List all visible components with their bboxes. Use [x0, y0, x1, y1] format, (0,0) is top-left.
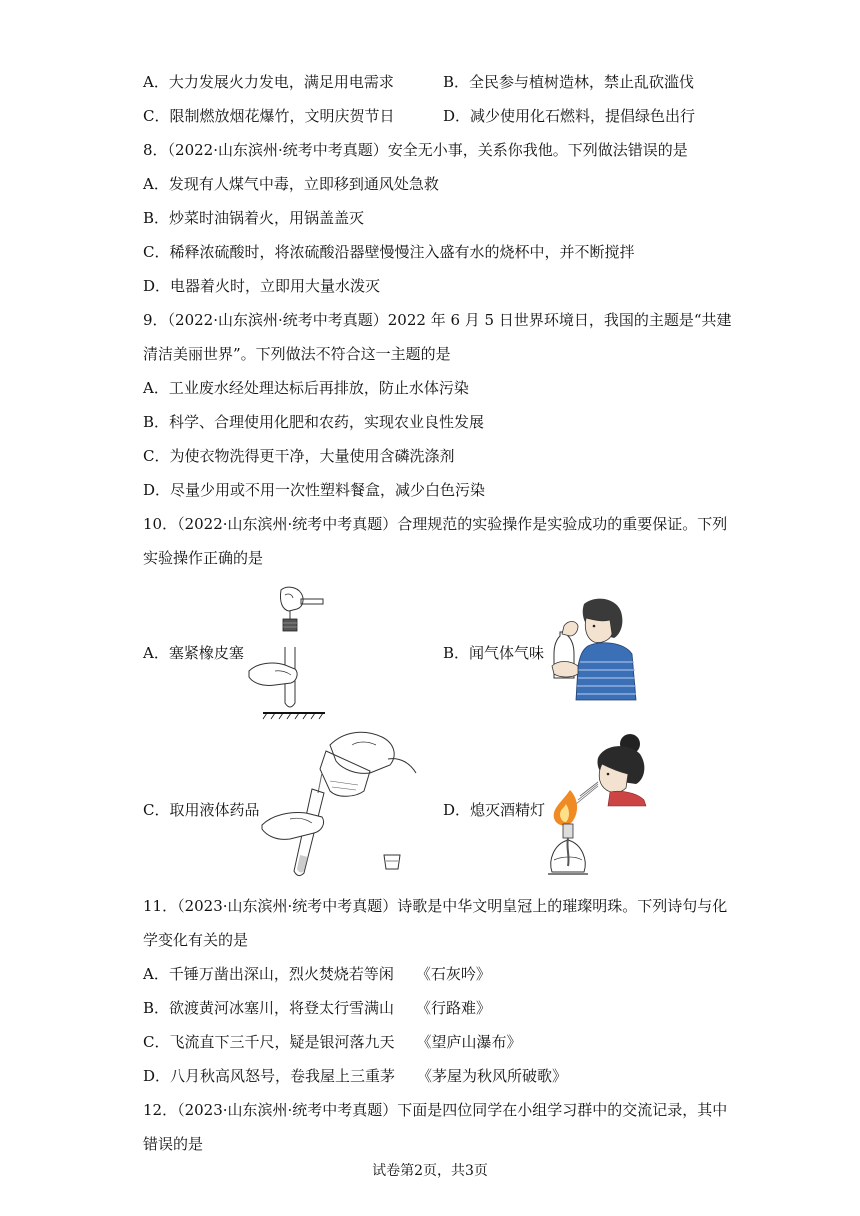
q8-stem: 8．（2022·山东滨州·统考中考真题）安全无小事，关系你我他。下列做法错误的是: [143, 141, 688, 159]
q11-option-b: [143, 998, 491, 1018]
q10-option-b: B．闻气体气味: [443, 644, 545, 662]
q9-option-d: D．尽量少用或不用一次性塑料餐盒，减少白色污染: [143, 481, 486, 499]
q11-option-d-text: D．八月秋高风怒号，卷我屋上三重茅: [143, 1067, 396, 1085]
q9-option-a: A．工业废水经处理达标后再排放，防止水体污染: [143, 379, 469, 397]
q7-option-d: D．减少使用化石燃料，提倡绿色出行: [443, 107, 696, 125]
q11-option-a-text: A．千锤万凿出深山，烈火焚烧若等闲: [143, 965, 394, 983]
q8-option-c: C．稀释浓硫酸时，将浓硫酸沿器壁慢慢注入盛有水的烧杯中，并不断搅拌: [143, 243, 635, 261]
q11-stem-line2: 学变化有关的是: [143, 931, 249, 949]
q10-option-c: C．取用液体药品: [143, 801, 260, 819]
q10-option-a: A．塞紧橡皮塞: [143, 644, 244, 662]
q7-option-b: B．全民参与植树造林，禁止乱砍滥伐: [443, 73, 695, 91]
figure-smelling-gas: [548, 596, 638, 701]
q11-option-d-title: 《茅屋为秋风所破歌》: [417, 1067, 568, 1085]
q11-option-a: [143, 964, 491, 984]
figure-pouring-liquid: [260, 715, 420, 880]
q11-option-b-title: 《行路难》: [416, 999, 492, 1017]
q11-option-c: [143, 1032, 522, 1052]
q12-stem-line2: 错误的是: [143, 1135, 204, 1153]
q9-stem-line2: 清洁美丽世界”。下列做法不符合这一主题的是: [143, 345, 451, 363]
q8-option-b: B．炒菜时油锅着火，用锅盖盖灭: [143, 209, 365, 227]
q12-stem-line1: 12．（2023·山东滨州·统考中考真题）下面是四位同学在小组学习群中的交流记录，其中: [143, 1101, 728, 1119]
figure-rubber-stopper: [245, 585, 325, 720]
q11-option-a-title: 《石灰吟》: [415, 965, 491, 983]
q8-option-a: A．发现有人煤气中毒，立即移到通风处急救: [143, 175, 439, 193]
q10-option-d: D．熄灭酒精灯: [443, 801, 546, 819]
q9-option-c: C．为使衣物洗得更干净，大量使用含磷洗涤剂: [143, 447, 455, 465]
q7-option-a: A．大力发展火力发电，满足用电需求: [143, 73, 394, 91]
q10-stem-line2: 实验操作正确的是: [143, 549, 264, 567]
q11-option-c-title: 《望庐山瀑布》: [416, 1033, 522, 1051]
q11-stem-line1: 11．（2023·山东滨州·统考中考真题）诗歌是中华文明皇冠上的璀璨明珠。下列诗句与化: [143, 897, 728, 915]
q11-option-b-text: B．欲渡黄河冰塞川，将登太行雪满山: [143, 999, 395, 1017]
q11-option-c-text: C．飞流直下三千尺，疑是银河落九天: [143, 1033, 395, 1051]
q9-stem-line1: 9．（2022·山东滨州·统考中考真题）2022 年 6 月 5 日世界环境日，我国的主题是“共建: [143, 311, 732, 329]
q7-option-c: C．限制燃放烟花爆竹，文明庆贺节日: [143, 107, 395, 125]
page-footer: 试卷第2页，共3页: [372, 1163, 488, 1179]
q10-stem-line1: 10．（2022·山东滨州·统考中考真题）合理规范的实验操作是实验成功的重要保证。下列: [143, 515, 728, 533]
q9-option-b: B．科学、合理使用化肥和农药，实现农业良性发展: [143, 413, 485, 431]
q11-option-d: [143, 1066, 567, 1086]
figure-alcohol-lamp: [548, 732, 653, 882]
q8-option-d: D．电器着火时，立即用大量水泼灭: [143, 277, 381, 295]
